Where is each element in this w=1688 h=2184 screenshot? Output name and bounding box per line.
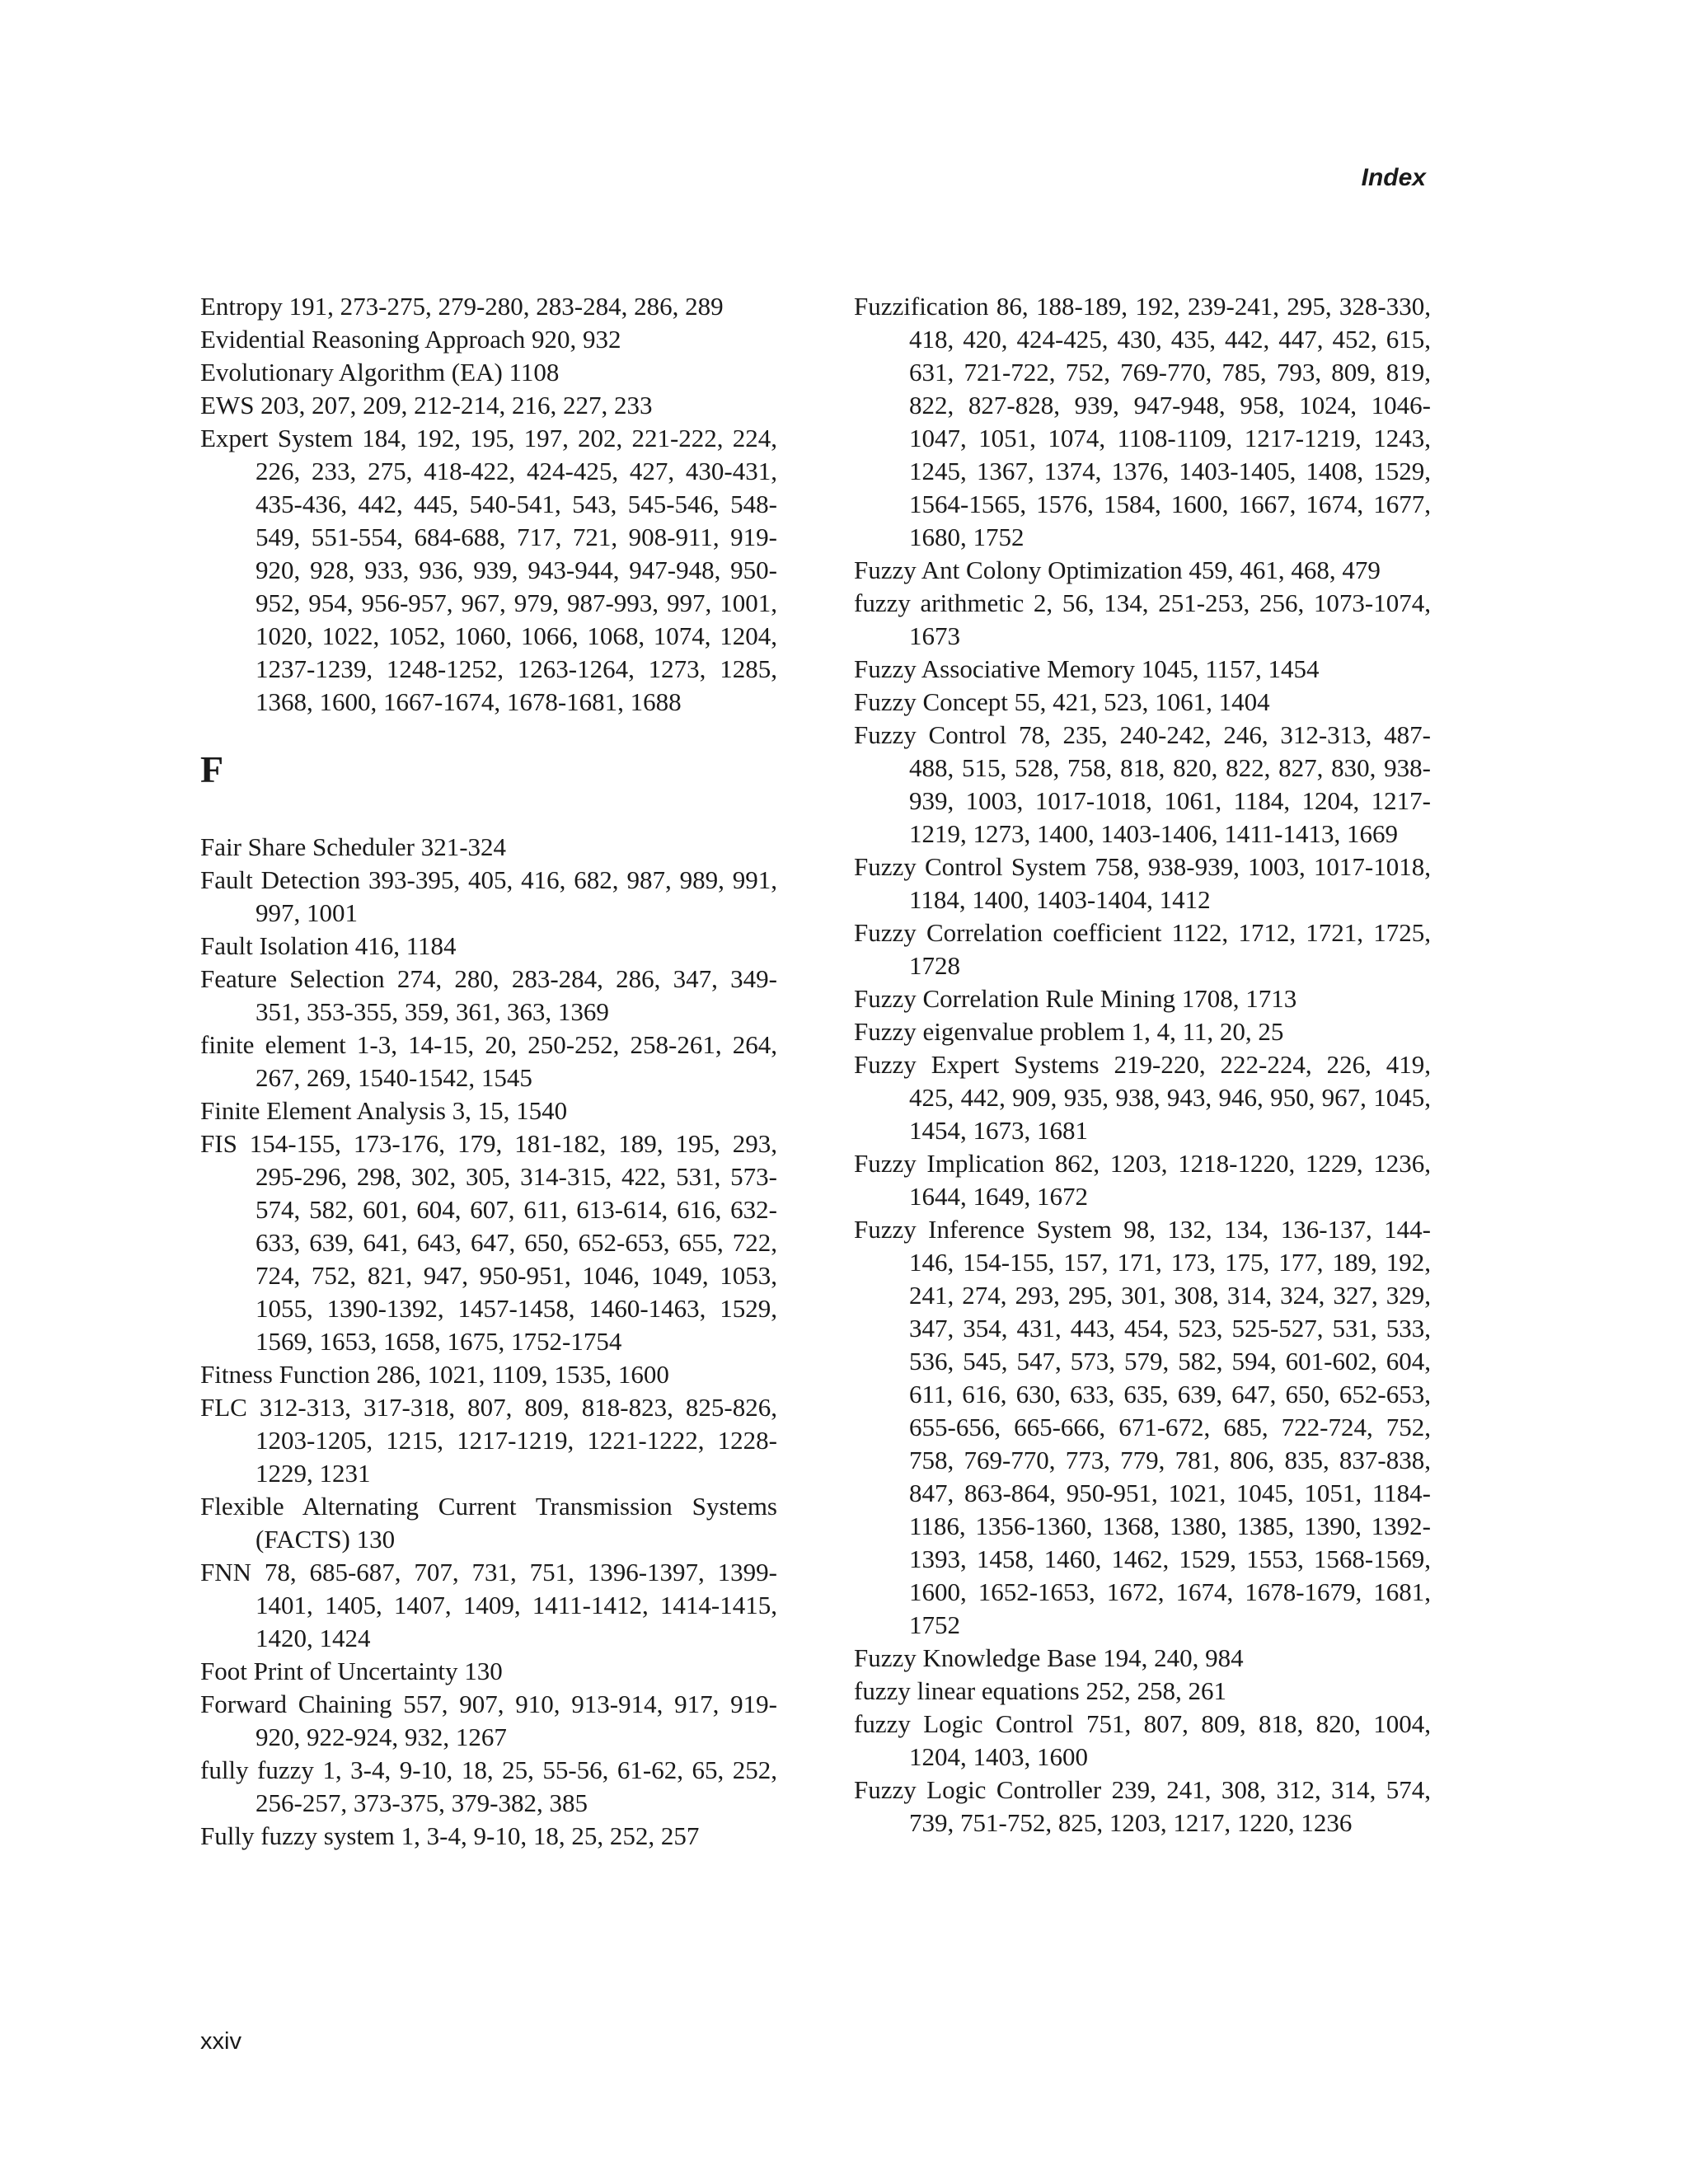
index-entry: Fuzzy Correlation Rule Mining 1708, 1713 — [854, 984, 1297, 1013]
page-number: xxiv — [200, 2028, 241, 2055]
index-entry: FNN 78, 685-687, 707, 731, 751, 1396-1397, 1399-1401, 1405, 1407, 1409, 1411-1412, 1414-1415, 1420, 1424 — [200, 1558, 777, 1652]
index-entry: Fuzzification 86, 188-189, 192, 239-241, 295, 328-330, 418, 420, 424-425, 430, 435, 442, 447, 452, 615, 631, 721-722, 752, 769-770, 785, 793, 809, 819, 822, 827-828, 939, 947-948, 958, 1024, 1046-1047, 1051, 1074, 1108-1109, 1217-1219, 1243, 1245, 1367, 1374, 1376, 1403-1405, 1408, 1529, 1564-1565, 1576, 1584, 1600, 1667, 1674, 1677, 1680, 1752 — [854, 292, 1431, 551]
index-entry: fuzzy Logic Control 751, 807, 809, 818, 820, 1004, 1204, 1403, 1600 — [854, 1709, 1431, 1771]
index-entry: Fuzzy Control 78, 235, 240-242, 246, 312-313, 487-488, 515, 528, 758, 818, 820, 822, 827, 830, 938-939, 1003, 1017-1018, 1061, 1184, 1204, 1217-1219, 1273, 1400, 1403-1406, 1411-1413, 1669 — [854, 720, 1431, 848]
index-entry: Fuzzy Implication 862, 1203, 1218-1220, 1229, 1236, 1644, 1649, 1672 — [854, 1149, 1431, 1211]
index-entry: Evidential Reasoning Approach 920, 932 — [200, 325, 621, 354]
index-entry: FIS 154-155, 173-176, 179, 181-182, 189, 195, 293, 295-296, 298, 302, 305, 314-315, 422, 531, 573-574, 582, 601, 604, 607, 611, 613-614, 616, 632-633, 639, 641, 643, 647, 650, 652-653, 655, 722, 724, 752, 821, 947, 950-951, 1046, 1049, 1053, 1055, 1390-1392, 1457-1458, 1460-1463, 1529, 1569, 1653, 1658, 1675, 1752-1754 — [200, 1129, 777, 1356]
index-entry: Feature Selection 274, 280, 283-284, 286, 347, 349-351, 353-355, 359, 361, 363, 1369 — [200, 964, 777, 1026]
index-entry: Fuzzy Inference System 98, 132, 134, 136-137, 144-146, 154-155, 157, 171, 173, 175, 177, 189, 192, 241, 274, 293, 295, 301, 308, 314, 324, 327, 329, 347, 354, 431, 443, 454, 523, 525-527, 531, 533, 536, 545, 547, 573, 579, 582, 594, 601-602, 604, 611, 616, 630, 633, 635, 639, 647, 650, 652-653, 655-656, 665-666, 671-672, 685, 722-724, 752, 758, 769-770, 773, 779, 781, 806, 835, 837-838, 847, 863-864, 950-951, 1021, 1045, 1051, 1184-1186, 1356-1360, 1368, 1380, 1385, 1390, 1392-1393, 1458, 1460, 1462, 1529, 1553, 1568-1569, 1600, 1652-1653, 1672, 1674, 1678-1679, 1681, 1752 — [854, 1215, 1431, 1639]
index-entry: Forward Chaining 557, 907, 910, 913-914, 917, 919-920, 922-924, 932, 1267 — [200, 1690, 777, 1751]
index-entry: Entropy 191, 273-275, 279-280, 283-284, 286, 289 — [200, 292, 724, 321]
index-entry: Fuzzy Control System 758, 938-939, 1003, 1017-1018, 1184, 1400, 1403-1404, 1412 — [854, 852, 1431, 914]
index-entry: Expert System 184, 192, 195, 197, 202, 221-222, 224, 226, 233, 275, 418-422, 424-425, 427, 430-431, 435-436, 442, 445, 540-541, 543, 545-546, 548-549, 551-554, 684-688, 717, 721, 908-911, 919-920, 928, 933, 936, 939, 943-944, 947-948, 950-952, 954, 956-957, 967, 979, 987-993, 997, 1001, 1020, 1022, 1052, 1060, 1066, 1068, 1074, 1204, 1237-1239, 1248-1252, 1263-1264, 1273, 1285, 1368, 1600, 1667-1674, 1678-1681, 1688 — [200, 424, 777, 716]
index-entry: Evolutionary Algorithm (EA) 1108 — [200, 358, 560, 387]
index-entry: fully fuzzy 1, 3-4, 9-10, 18, 25, 55-56, 61-62, 65, 252, 256-257, 373-375, 379-382, 385 — [200, 1755, 777, 1817]
index-entry: EWS 203, 207, 209, 212-214, 216, 227, 233 — [200, 391, 653, 419]
index-entry: fuzzy linear equations 252, 258, 261 — [854, 1676, 1226, 1705]
index-column-right — [854, 290, 1431, 1840]
index-entry: Fuzzy Expert Systems 219-220, 222-224, 226, 419, 425, 442, 909, 935, 938, 943, 946, 950, 967, 1045, 1454, 1673, 1681 — [854, 1050, 1431, 1145]
index-entry: fuzzy arithmetic 2, 56, 134, 251-253, 256, 1073-1074, 1673 — [854, 588, 1431, 650]
index-entry: Fuzzy Knowledge Base 194, 240, 984 — [854, 1643, 1244, 1672]
index-entry: Fuzzy eigenvalue problem 1, 4, 11, 20, 25 — [854, 1017, 1284, 1046]
index-entry: Foot Print of Uncertainty 130 — [200, 1657, 503, 1685]
index-entry: Fully fuzzy system 1, 3-4, 9-10, 18, 25, 252, 257 — [200, 1821, 700, 1850]
index-entry: finite element 1-3, 14-15, 20, 250-252, 258-261, 264, 267, 269, 1540-1542, 1545 — [200, 1030, 777, 1092]
index-entry: Fitness Function 286, 1021, 1109, 1535, 1600 — [200, 1360, 669, 1389]
index-entry: Fuzzy Logic Controller 239, 241, 308, 312, 314, 574, 739, 751-752, 825, 1203, 1217, 1220, 1236 — [854, 1775, 1431, 1837]
index-entry: Fault Detection 393-395, 405, 416, 682, 987, 989, 991, 997, 1001 — [200, 865, 777, 927]
index-entry: Fuzzy Correlation coefficient 1122, 1712, 1721, 1725, 1728 — [854, 918, 1431, 980]
index-entry: Fuzzy Concept 55, 421, 523, 1061, 1404 — [854, 687, 1270, 716]
index-entry: FLC 312-313, 317-318, 807, 809, 818-823, 825-826, 1203-1205, 1215, 1217-1219, 1221-1222, 1228-1229, 1231 — [200, 1393, 777, 1488]
index-column-left — [200, 290, 777, 1853]
section-letter: F — [200, 748, 224, 790]
running-head: Index — [1361, 164, 1426, 191]
index-entry: Fair Share Scheduler 321-324 — [200, 832, 507, 861]
index-entry: Fuzzy Ant Colony Optimization 459, 461, 468, 479 — [854, 555, 1381, 584]
index-entry: Finite Element Analysis 3, 15, 1540 — [200, 1096, 568, 1125]
index-entry: Fuzzy Associative Memory 1045, 1157, 1454 — [854, 654, 1320, 683]
index-entry: Flexible Alternating Current Transmission Systems (FACTS) 130 — [200, 1492, 777, 1554]
index-entry: Fault Isolation 416, 1184 — [200, 931, 457, 960]
